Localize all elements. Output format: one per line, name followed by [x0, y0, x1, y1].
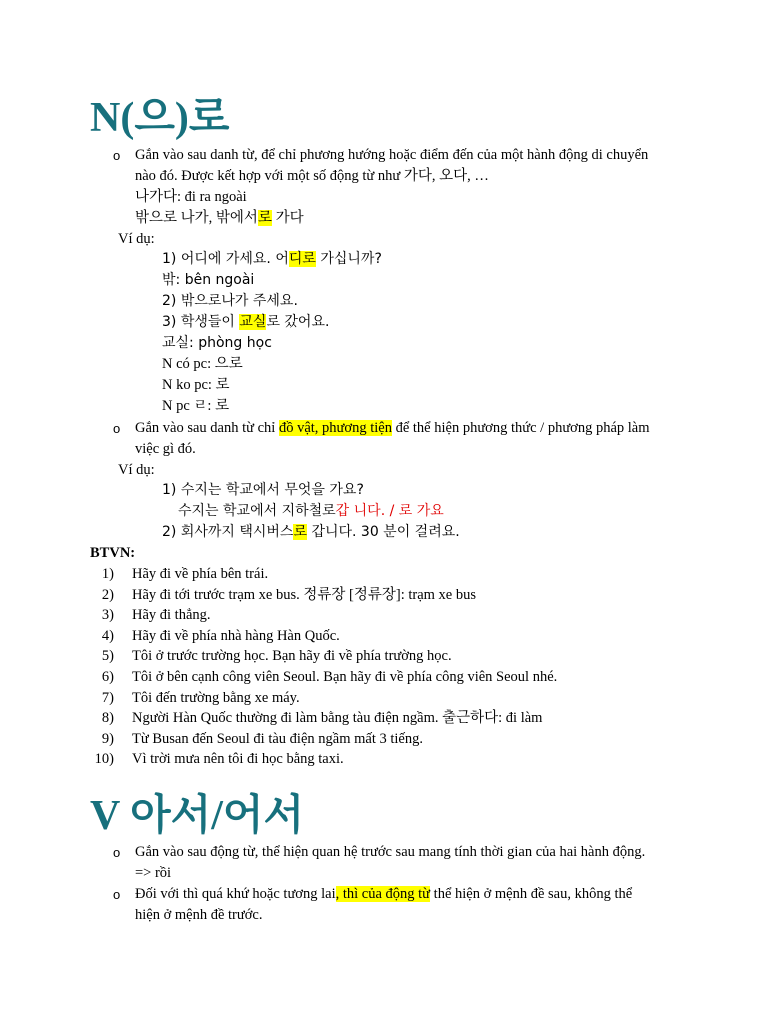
bullet-text: Gắn vào sau động từ, thể hiện quan hệ trước sau mang tính thời gian của hai hành động. [135, 844, 646, 860]
homework-item [88, 708, 542, 728]
homework-item-text: Hãy đi tới trước trạm xe bus. 정류장 [정류장]: trạm xe bus [132, 587, 477, 603]
homework-item-number: 5) [101, 648, 114, 664]
red-text: 갑 니다. / 로 가요 [335, 503, 444, 519]
highlighted-text: , thì của động từ [335, 886, 431, 902]
homework-item-number: 7) [101, 690, 114, 706]
text-segment: 로 갔어요. [266, 314, 330, 330]
example-line [162, 249, 382, 269]
homework-item-text: Hãy đi thẳng. [132, 607, 211, 623]
homework-item-text: Tôi ở trước trường học. Bạn hãy đi về phía trường học. [132, 648, 452, 664]
example-line [162, 522, 460, 542]
bullet-marker: o [113, 148, 121, 163]
rule-line: N có pc: 으로 [162, 356, 243, 372]
homework-item [88, 749, 344, 769]
bullet-marker: o [113, 887, 121, 902]
bullet-text: Gắn vào sau danh từ, để chỉ phương hướng hoặc điểm đến của một hành động di chuyển [135, 147, 649, 163]
section-heading-n-euro: N(으)로 [90, 95, 230, 141]
example-line [162, 312, 329, 332]
homework-item-text: Vì trời mưa nên tôi đi học bằng taxi. [132, 751, 344, 767]
homework-item [88, 605, 211, 625]
bullet-marker: o [113, 421, 121, 436]
homework-item-text: Từ Busan đến Seoul đi tàu điện ngầm mất 3 tiếng. [132, 731, 423, 747]
bullet-marker: o [113, 845, 121, 860]
text-segment: 가다 [271, 210, 304, 226]
rule-line: N ko pc: 로 [162, 377, 230, 393]
homework-item [88, 667, 557, 687]
vocab-line: 교실: phòng học [162, 335, 272, 351]
text-segment: 가십니까? [315, 251, 382, 267]
homework-item [88, 688, 300, 708]
homework-item-number: 2) [101, 587, 114, 603]
text-segment: để thể hiện phương thức / phương pháp làm [391, 420, 650, 436]
rule-line: N pc ㄹ: 로 [162, 398, 230, 414]
highlighted-text: 로 [257, 210, 272, 226]
bullet-text [135, 418, 650, 438]
highlighted-text: 교실 [239, 314, 267, 330]
example-label: Ví dụ: [118, 231, 155, 247]
homework-item [88, 585, 476, 605]
example-line: 2) 밖으로나가 주세요. [162, 293, 298, 309]
homework-item [88, 564, 268, 584]
text-segment: Gắn vào sau danh từ chỉ [135, 420, 279, 436]
homework-item-text: Hãy đi về phía bên trái. [132, 566, 269, 582]
homework-item-number: 9) [101, 731, 114, 747]
homework-item-text: Tôi đến trường bằng xe máy. [132, 690, 300, 706]
homework-item-number: 1) [101, 566, 114, 582]
homework-label: BTVN: [90, 545, 136, 561]
example-label: Ví dụ: [118, 462, 155, 478]
bullet-text [135, 884, 632, 904]
homework-item [88, 626, 340, 646]
vocab-line: 나가다: đi ra ngoài [135, 189, 247, 205]
text-segment: 2) 회사까지 택시버스 [162, 524, 294, 540]
homework-item-text: Tôi ở bên cạnh công viên Seoul. Bạn hãy đi về phía công viên Seoul nhé. [132, 669, 558, 685]
bullet-text: => rồi [135, 865, 172, 881]
text-segment: 갑니다. 30 분이 걸려요. [307, 524, 460, 540]
bullet-text: hiện ở mệnh đề trước. [135, 907, 263, 923]
text-segment: 밖으로 나가, 밖에서 [135, 210, 258, 226]
highlighted-text: đồ vật, phương tiện [278, 420, 392, 436]
homework-item-number: 6) [101, 669, 114, 685]
bullet-text: nào đó. Được kết hợp với một số động từ như 가다, 오다, … [135, 168, 489, 184]
example-line [135, 208, 304, 228]
homework-item-number: 8) [101, 710, 114, 726]
text-segment: 수지는 학교에서 지하철로 [178, 503, 336, 519]
homework-item [88, 646, 452, 666]
example-line [178, 501, 444, 521]
text-segment: Đối với thì quá khứ hoặc tương lai [135, 886, 336, 902]
homework-item-number: 3) [101, 607, 114, 623]
homework-item [88, 729, 423, 749]
homework-item-text: Hãy đi về phía nhà hàng Hàn Quốc. [132, 628, 340, 644]
text-segment: 1) 어디에 가세요. 어 [162, 251, 289, 267]
bullet-text: việc gì đó. [135, 441, 196, 457]
homework-item-text: Người Hàn Quốc thường đi làm bằng tàu điện ngầm. 출근하다: đi làm [132, 710, 543, 726]
vocab-line: 밖: bên ngoài [162, 272, 255, 288]
homework-item-number: 10) [94, 751, 114, 767]
highlighted-text: 로 [293, 524, 307, 540]
example-line: 1) 수지는 학교에서 무엇을 가요? [162, 482, 364, 498]
highlighted-text: 디로 [288, 251, 316, 267]
text-segment: thể hiện ở mệnh đề sau, không thể [430, 886, 633, 902]
homework-item-number: 4) [101, 628, 114, 644]
section-heading-v-aseo: V 아서/어서 [90, 793, 305, 839]
text-segment: 3) 학생들이 [162, 314, 240, 330]
